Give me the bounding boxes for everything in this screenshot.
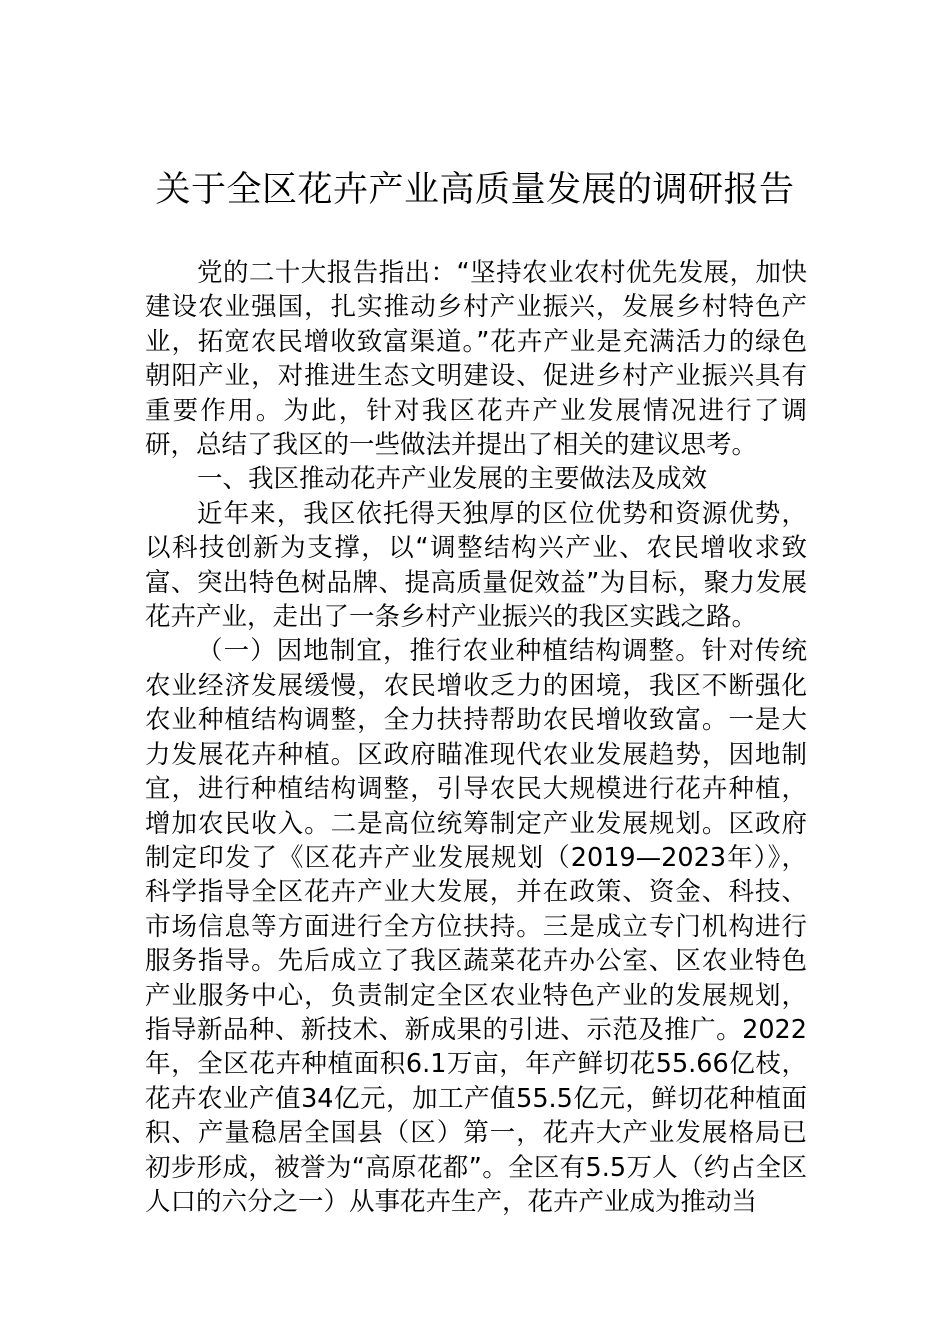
document-body: [145, 256, 807, 1219]
document-title: 关于全区花卉产业高质量发展的调研报告: [155, 170, 795, 210]
section-heading-1: 一、我区推动花卉产业发展的主要做法及成效: [197, 464, 708, 495]
paragraph-subsection-1: （一）因地制宜，推行农业种植结构调整。针对传统农业经济发展缓慢，农民增收乏力的困境，我区不断强化农业种植结构调整，全力扶持帮助农民增收致富。一是大力发展花卉种植。区政府瞄准现代农业发展趋势，因地制宜，进行种植结构调整，引导农民大规模进行花卉种植，增加农民收入。二是高位统筹制定产业发展规划。区政府制定印发了《区花卉产业发展规划（2019—2023年）》，科学指导全区花卉产业大发展，并在政策、资金、科技、市场信息等方面进行全方位扶持。三是成立专门机构进行服务指导。先后成立了我区蔬菜花卉办公室、区农业特色产业服务中心，负责制定全区农业特色产业的发展规划，指导新品种、新技术、新成果的引进、示范及推广。2022年，全区花卉种植面积6.1万亩，年产鲜切花55.66亿枝，花卉农业产值34亿元，加工产值55.5亿元，鲜切花种植面积、产量稳居全国县（区）第一，花卉大产业发展格局已初步形成，被誉为“高原花都”。全区有5.5万人（约占全区人口的六分之一）从事花卉生产，花卉产业成为推动当: [145, 636, 807, 1217]
paragraph-overview: 近年来，我区依托得天独厚的区位优势和资源优势，以科技创新为支撑，以“调整结构兴产业、农民增收求致富、突出特色树品牌、提高质量促效益”为目标，聚力发展花卉产业，走出了一条乡村产业振兴的我区实践之路。: [145, 498, 807, 633]
paragraph-intro: 党的二十大报告指出：“坚持农业农村优先发展，加快建设农业强国，扎实推动乡村产业振兴，发展乡村特色产业，拓宽农民增收致富渠道。”花卉产业是充满活力的绿色朝阳产业，对推进生态文明建设、促进乡村产业振兴具有重要作用。为此，针对我区花卉产业发展情况进行了调研，总结了我区的一些做法并提出了相关的建议思考。: [145, 258, 807, 461]
